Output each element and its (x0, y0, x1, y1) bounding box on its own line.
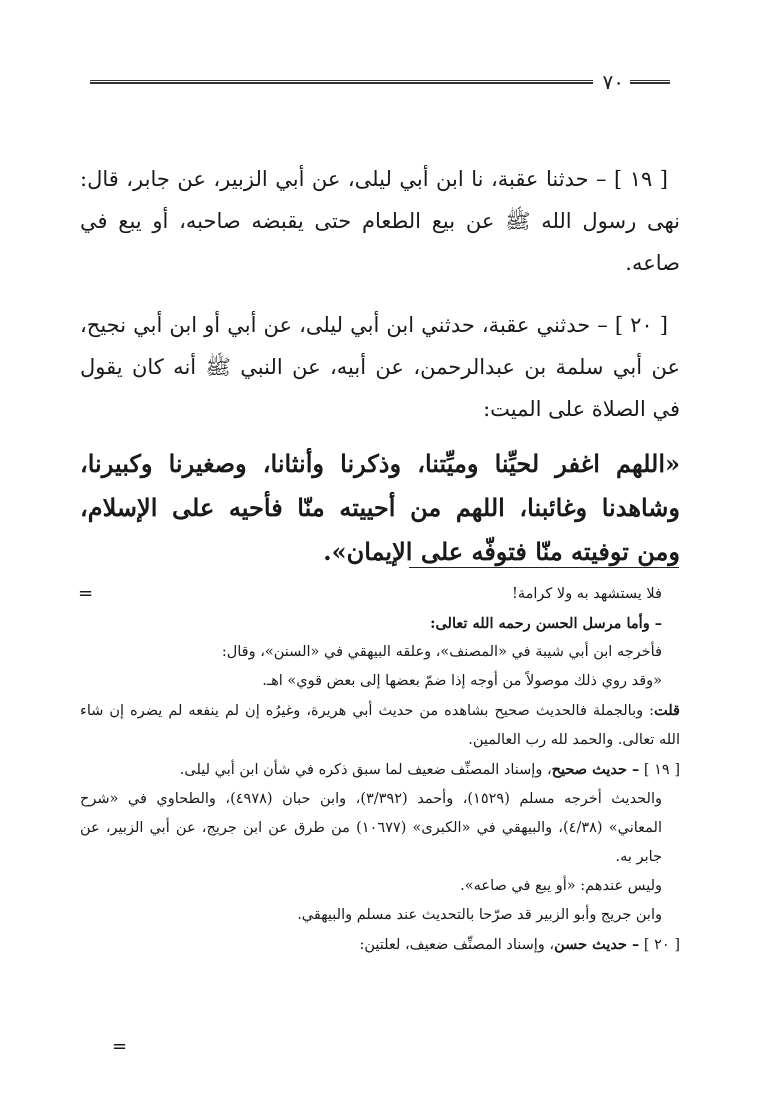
footnote-comment-text: : وبالجملة فالحديث صحيح بشاهده من حديث أبي هريرة، وغيرُه إن لم ينفعه لم يضره إن شاء الله تعالى. والحمد لله رب العالمين. (80, 703, 680, 748)
footnote-line: «وقد روي ذلك موصولاً من أوجه إذا ضمّ بعضها إلى بعض قوي» اهـ. (262, 673, 662, 689)
footnote-20 (80, 930, 680, 960)
hadith-19 (80, 158, 680, 284)
footnote-19-note: وليس عندهم: «أو يبع في صاعه». (460, 878, 662, 894)
hadith-20-text: – حدثني عقبة، حدثني ابن أبي ليلى، عن أبي أو ابن أبي نجيح، عن أبي سلمة بن عبدالرحمن، عن أبيه، عن النبي ﷺ أنه كان يقول في الصلاة على الميت: (80, 313, 680, 421)
footnote-19-grade: – حديث صحيح (551, 761, 640, 778)
footnote-19-text: ، وإسناد المصنِّف ضعيف لما سبق ذكره في شأن ابن أبي ليلى. (179, 762, 552, 778)
footnote-comment (80, 696, 680, 755)
footnote-comment-label: قلت (654, 702, 680, 719)
funeral-prayer-dua: «اللهم اغفر لحيِّنا وميِّتنا، وذكرنا وأنثانا، وصغيرنا وكبيرنا، وشاهدنا وغائبنا، اللهم من أحييته منّا فأحيه على الإسلام، ومن توفيته منّا فتوفّه على الإيمان». (80, 449, 680, 566)
footnote-20-text: ، وإسناد المصنِّف ضعيف، لعلتين: (359, 937, 555, 953)
header-rule-right (630, 80, 670, 84)
footnote-heading: – وأما مرسل الحسن رحمه الله تعالى: (430, 615, 662, 632)
footnote-separator (409, 567, 679, 568)
footnotes (80, 580, 680, 960)
hadith-20 (80, 304, 680, 430)
footnote-line: فأخرجه ابن أبي شيبة في «المصنف»، وعلقه البيهقي في «السنن»، وقال: (221, 644, 662, 660)
footnote-line: فلا يستشهد به ولا كرامة! (512, 586, 662, 602)
page-header (90, 70, 670, 94)
footnote-19 (80, 755, 680, 785)
footnote-19-sources: والحديث أخرجه مسلم (١٥٢٩)، وأحمد (٣/٣٩٢)، وابن حبان (٤٩٧٨)، والطحاوي في «شرح المعاني» (٤/٣٨)، والبيهقي في «الكبرى» (١٠٦٧٧) من طرق عن ابن جريج، عن أبي الزبير، عن جابر به. (80, 791, 662, 865)
page-number: ٧٠ (602, 70, 624, 94)
hadith-19-number: [ ١٩ ] (614, 167, 668, 191)
header-rule-left (90, 80, 593, 84)
footnote-20-grade: – حديث حسن (554, 936, 640, 953)
continuation-marker-top: = (78, 583, 94, 604)
hadith-20-number: [ ٢٠ ] (614, 313, 668, 337)
hadith-19-text: – حدثنا عقبة، نا ابن أبي ليلى، عن أبي الزبير، عن جابر، قال: نهى رسول الله ﷺ عن بيع الطعام حتى يقبضه صاحبه، أو يبع في صاعه. (80, 167, 680, 275)
main-text (80, 158, 680, 598)
footnote-19-note-2: وابن جريج وأبو الزبير قد صرّحا بالتحديث عند مسلم والبيهقي. (297, 907, 662, 923)
footnote-19-number: [ ١٩ ] (643, 762, 680, 778)
footnote-20-number: [ ٢٠ ] (643, 937, 680, 953)
continuation-marker-bottom: = (112, 1036, 128, 1057)
